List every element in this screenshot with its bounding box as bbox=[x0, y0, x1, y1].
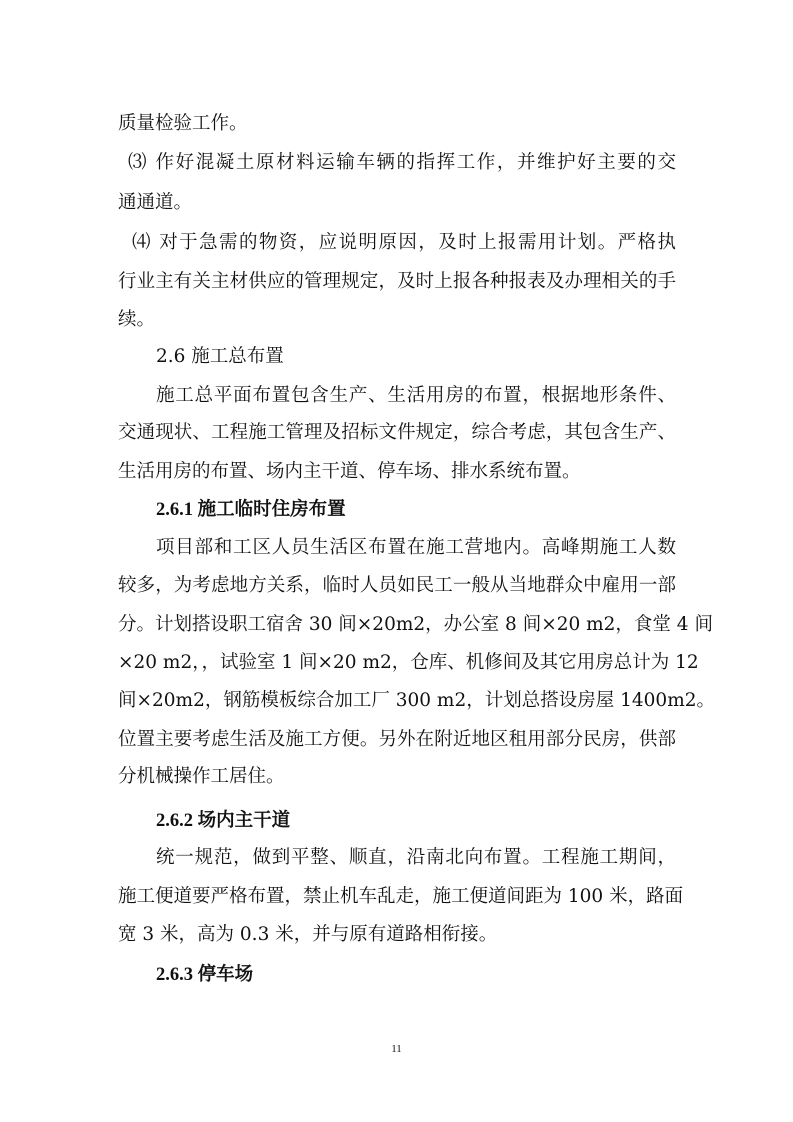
text-line: 施工便道要严格布置，禁止机车乱走，施工便道间距为 100 米，路面 bbox=[118, 886, 684, 907]
text-line: 分机械操作工居住。 bbox=[118, 766, 285, 787]
text-line: 宽 3 米，高为 0.3 米，并与原有道路相衔接。 bbox=[118, 924, 498, 945]
text-line: ×20 m2，，试验室 1 间×20 m2，仓库、机修间及其它用房总计为 12 bbox=[118, 652, 699, 673]
text-line: 统一规范，做到平整、顺直，沿南北向布置。工程施工期间， bbox=[156, 847, 676, 868]
text-line: 行业主有关主材供应的管理规定，及时上报各种报表及办理相关的手 bbox=[118, 271, 676, 292]
page-number: 11 bbox=[391, 1043, 402, 1055]
text-line: 通通道。 bbox=[118, 192, 193, 213]
text-line: 生活用房的布置、场内主干道、停车场、排水系统布置。 bbox=[118, 461, 581, 482]
text-line: 较多，为考虑地方关系，临时人员如民工一般从当地群众中雇用一部 bbox=[118, 575, 676, 596]
text-line: ⑷ 对于急需的物资，应说明原因，及时上报需用计划。严格执 bbox=[132, 232, 676, 253]
text-line: 位置主要考虑生活及施工方便。另外在附近地区租用部分民房，供部 bbox=[118, 729, 676, 750]
text-line: 施工总平面布置包含生产、生活用房的布置，根据地形条件、 bbox=[156, 385, 676, 406]
text-line: 续。 bbox=[118, 309, 156, 330]
section-heading-2-6-3: 2.6.3 停车场 bbox=[156, 965, 254, 985]
section-heading-2-6-1: 2.6.1 施工临时住房布置 bbox=[156, 500, 346, 520]
section-heading-2-6: 2.6 施工总布置 bbox=[156, 346, 284, 367]
text-line: 间×20m2，钢筋模板综合加工厂 300 m2，计划总搭设房屋 1400m2。 bbox=[118, 690, 716, 711]
text-line: 项目部和工区人员生活区布置在施工营地内。高峰期施工人数 bbox=[156, 537, 676, 558]
text-line: 质量检验工作。 bbox=[118, 113, 248, 134]
text-line: 分。计划搭设职工宿舍 30 间×20m2，办公室 8 间×20 m2，食堂 4 间 bbox=[118, 614, 713, 635]
text-line: ⑶ 作好混凝土原材料运输车辆的指挥工作，并维护好主要的交 bbox=[128, 152, 676, 173]
text-line: 交通现状、工程施工管理及招标文件规定，综合考虑，其包含生产、 bbox=[118, 422, 676, 443]
section-heading-2-6-2: 2.6.2 场内主干道 bbox=[156, 811, 291, 831]
